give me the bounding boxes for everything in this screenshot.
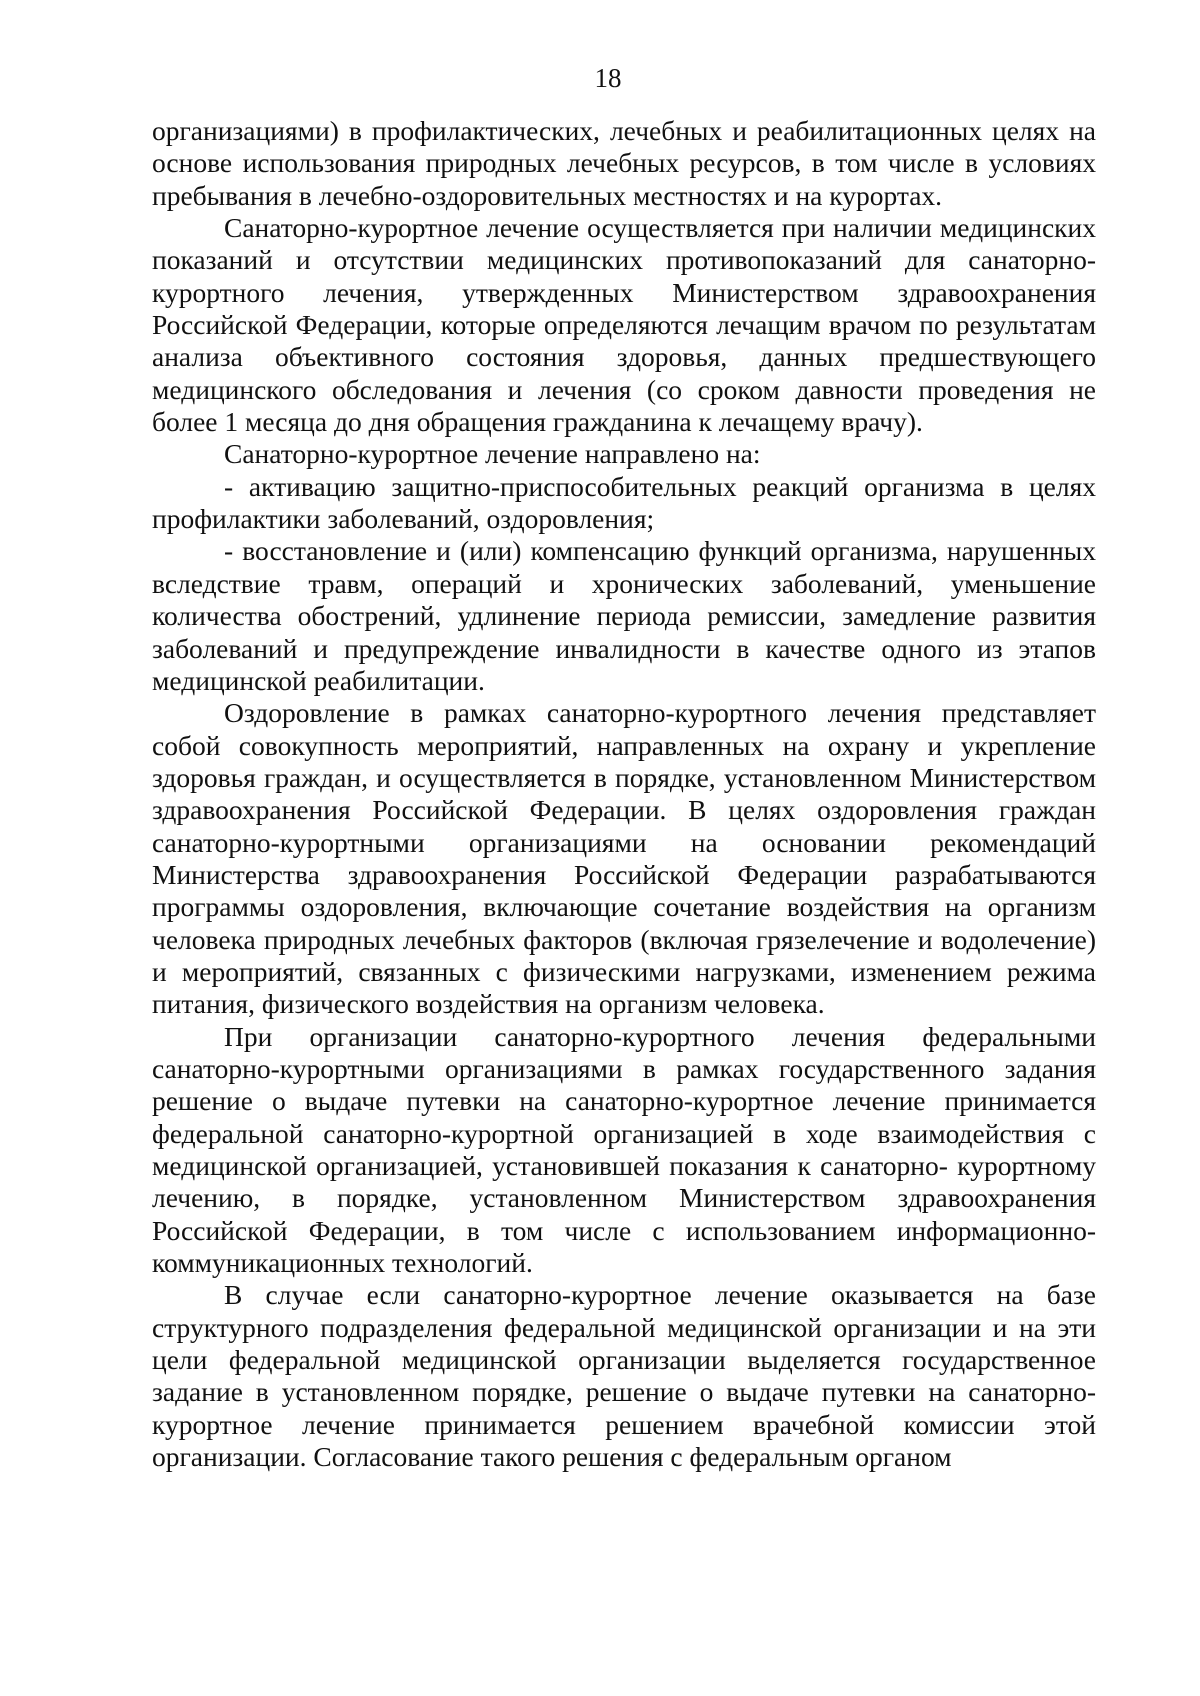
page-number: 18 bbox=[594, 63, 622, 93]
list-item-restoration: - восстановление и (или) компенсацию функций организма, нарушенных вследствие травм, операций и хронических заболеваний, уменьшение количества обострений, удлинение периода ремиссии, замедление развития заболеваний и предупреждение инвалидности в качестве одного из этапов медицинской реабилитации. bbox=[152, 535, 1096, 696]
list-item-activation: - активацию защитно-приспособительных реакций организма в целях профилактики заболеваний, оздоровления; bbox=[152, 470, 1096, 535]
paragraph-spa-treatment-aims: Санаторно-курортное лечение направлено на: bbox=[224, 438, 761, 470]
paragraph-spa-treatment-indications: Санаторно-курортное лечение осуществляется при наличии медицинских показаний и отсутствии медицинских противопоказаний для санаторно-курортного лечения, утвержденных Министерством здравоохранения Российской Федерации, которые определяются лечащим врачом по результатам анализа объективного состояния здоровья, данных предшествующего медицинского обследования и лечения (со сроком давности проведения не более 1 месяца до дня обращения гражданина к лечащему врачу). bbox=[152, 212, 1096, 438]
paragraph-structural-subdivision: В случае если санаторно-курортное лечение оказывается на базе структурного подразделения федеральной медицинской организации и на эти цели федеральной медицинской организации выделяется государственное задание в установленном порядке, решение о выдаче путевки на санаторно-курортное лечение принимается решением врачебной комиссии этой организации. Согласование такого решения с федеральным органом bbox=[152, 1279, 1096, 1473]
paragraph-health-improvement: Оздоровление в рамках санаторно-курортного лечения представляет собой совокупность мероприятий, направленных на охрану и укрепление здоровья граждан, и осуществляется в порядке, установленном Министерством здравоохранения Российской Федерации. В целях оздоровления граждан санаторно-курортными организациями на основании рекомендаций Министерства здравоохранения Российской Федерации разрабатываются программы оздоровления, включающие сочетание воздействия на организм человека природных лечебных факторов (включая грязелечение и водолечение) и мероприятий, связанных с физическими нагрузками, изменением режима питания, физического воздействия на организм человека. bbox=[152, 697, 1096, 1020]
document-body bbox=[152, 115, 1096, 1473]
paragraph-federal-organizations: При организации санаторно-курортного лечения федеральными санаторно-курортными организациями в рамках государственного задания решение о выдаче путевки на санаторно-курортное лечение принимается федеральной санаторно-курортной организацией в ходе взаимодействия с медицинской организацией, установившей показания к санаторно- курортному лечению, в порядке, установленном Министерством здравоохранения Российской Федерации, в том числе с использованием информационно-коммуникационных технологий. bbox=[152, 1020, 1096, 1279]
paragraph-continuation: организациями) в профилактических, лечебных и реабилитационных целях на основе использования природных лечебных ресурсов, в том числе в условиях пребывания в лечебно-оздоровительных местностях и на курортах. bbox=[152, 115, 1096, 211]
